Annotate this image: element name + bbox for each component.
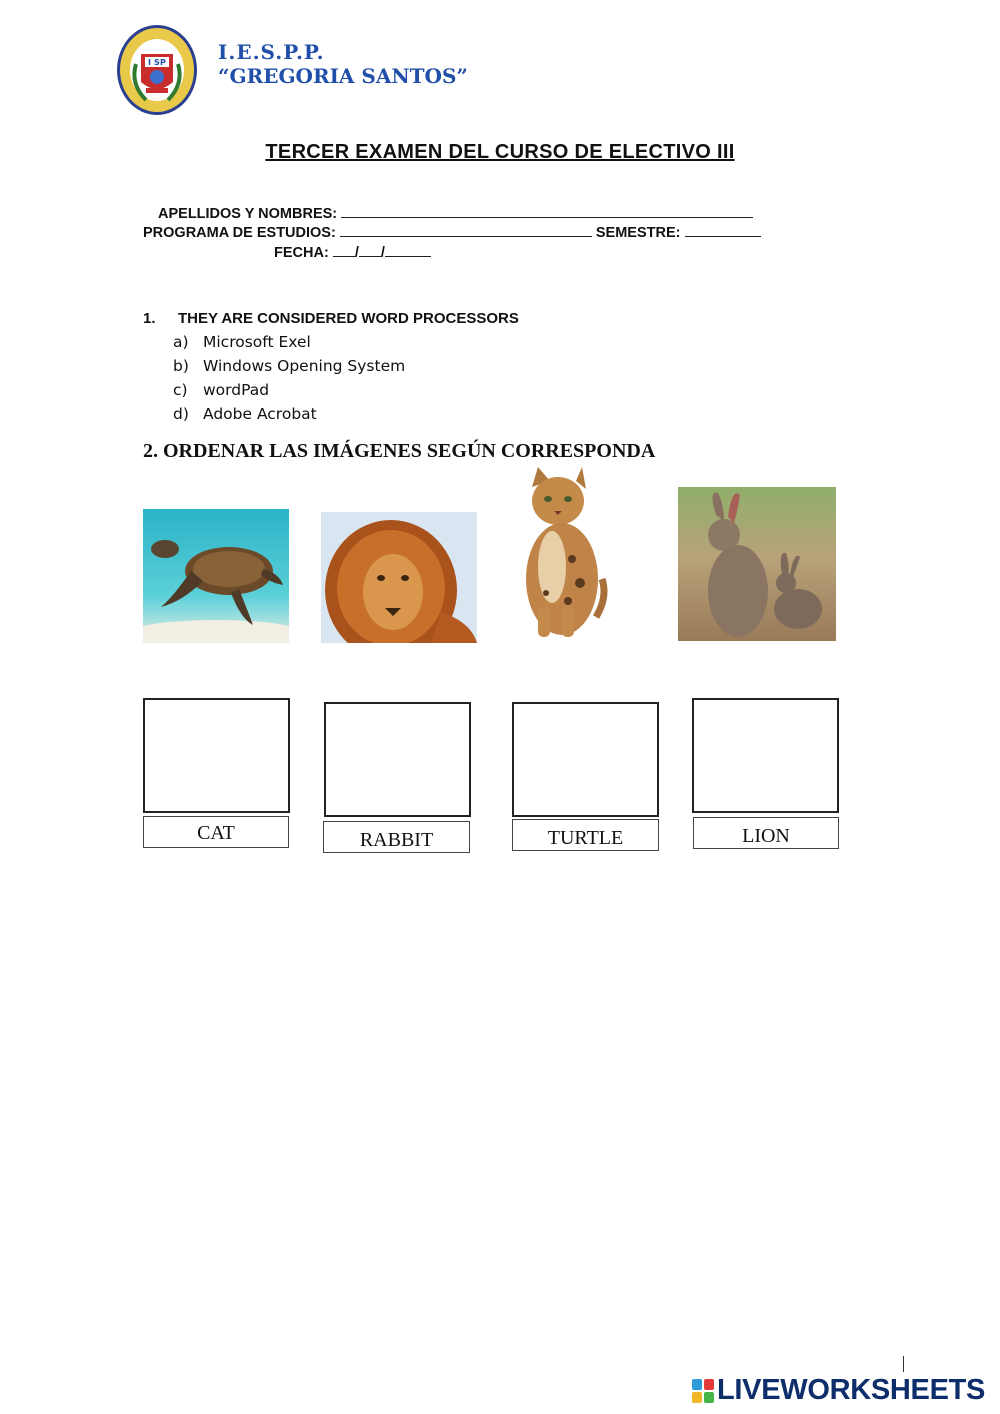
question1-option-c[interactable] (173, 381, 269, 399)
logo-initial-3: P (160, 58, 166, 67)
answer-box-1[interactable] (143, 698, 290, 813)
liveworksheets-logo (692, 1374, 985, 1407)
page-mark (903, 1356, 904, 1372)
program-label: PROGRAMA DE ESTUDIOS: (143, 225, 336, 241)
answer-box-4[interactable] (692, 698, 839, 813)
label-cat[interactable]: CAT (143, 816, 289, 848)
logo-initial-1: I (148, 58, 151, 67)
semester-label: SEMESTRE: (595, 225, 681, 241)
option-text: Adobe Acrobat (203, 405, 317, 423)
cat-photo (506, 467, 608, 639)
answer-box-2[interactable] (324, 702, 471, 817)
institution-logo (116, 24, 198, 116)
option-letter: d) (173, 405, 189, 423)
label-rabbit[interactable]: RABBIT (323, 821, 470, 853)
option-letter: a) (173, 333, 189, 351)
date-month-blank[interactable] (359, 244, 381, 257)
question1-option-a[interactable] (173, 333, 311, 351)
liveworksheets-brand: LIVEWORKSHEETS (717, 1374, 986, 1406)
institution-acronym: I.E.S.P.P. (218, 40, 325, 64)
question1-option-b[interactable] (173, 357, 405, 375)
date-separator: / (380, 245, 385, 261)
question1-number: 1. (143, 310, 156, 327)
option-text: wordPad (203, 381, 270, 399)
date-year-blank[interactable] (385, 244, 431, 257)
question1-option-d[interactable] (173, 405, 317, 423)
option-text: Microsoft Exel (203, 333, 311, 351)
option-text: Windows Opening System (203, 357, 406, 375)
turtle-photo (143, 509, 289, 643)
label-turtle[interactable]: TURTLE (512, 819, 659, 851)
program-field (143, 224, 761, 241)
exam-title: TERCER EXAMEN DEL CURSO DE ELECTIVO III (265, 141, 735, 163)
label-lion[interactable]: LION (693, 817, 839, 849)
names-label: APELLIDOS Y NOMBRES: (158, 206, 338, 222)
institution-name: “GREGORIA SANTOS” (218, 64, 468, 88)
names-field (158, 205, 753, 222)
option-letter: c) (173, 381, 188, 399)
question2-text: 2. ORDENAR LAS IMÁGENES SEGÚN CORRESPONDA (143, 440, 656, 462)
date-field (274, 244, 431, 261)
date-day-blank[interactable] (333, 244, 355, 257)
rabbit-photo (678, 487, 836, 641)
liveworksheets-icon (692, 1379, 714, 1403)
date-separator: / (354, 245, 359, 261)
lion-photo (321, 512, 477, 643)
logo-initial-2: S (154, 58, 160, 67)
answer-box-3[interactable] (512, 702, 659, 817)
names-blank[interactable] (341, 205, 753, 218)
date-label: FECHA: (274, 245, 329, 261)
question1-text: THEY ARE CONSIDERED WORD PROCESSORS (178, 310, 519, 327)
program-blank[interactable] (340, 224, 592, 237)
semester-blank[interactable] (685, 224, 761, 237)
option-letter: b) (173, 357, 189, 375)
